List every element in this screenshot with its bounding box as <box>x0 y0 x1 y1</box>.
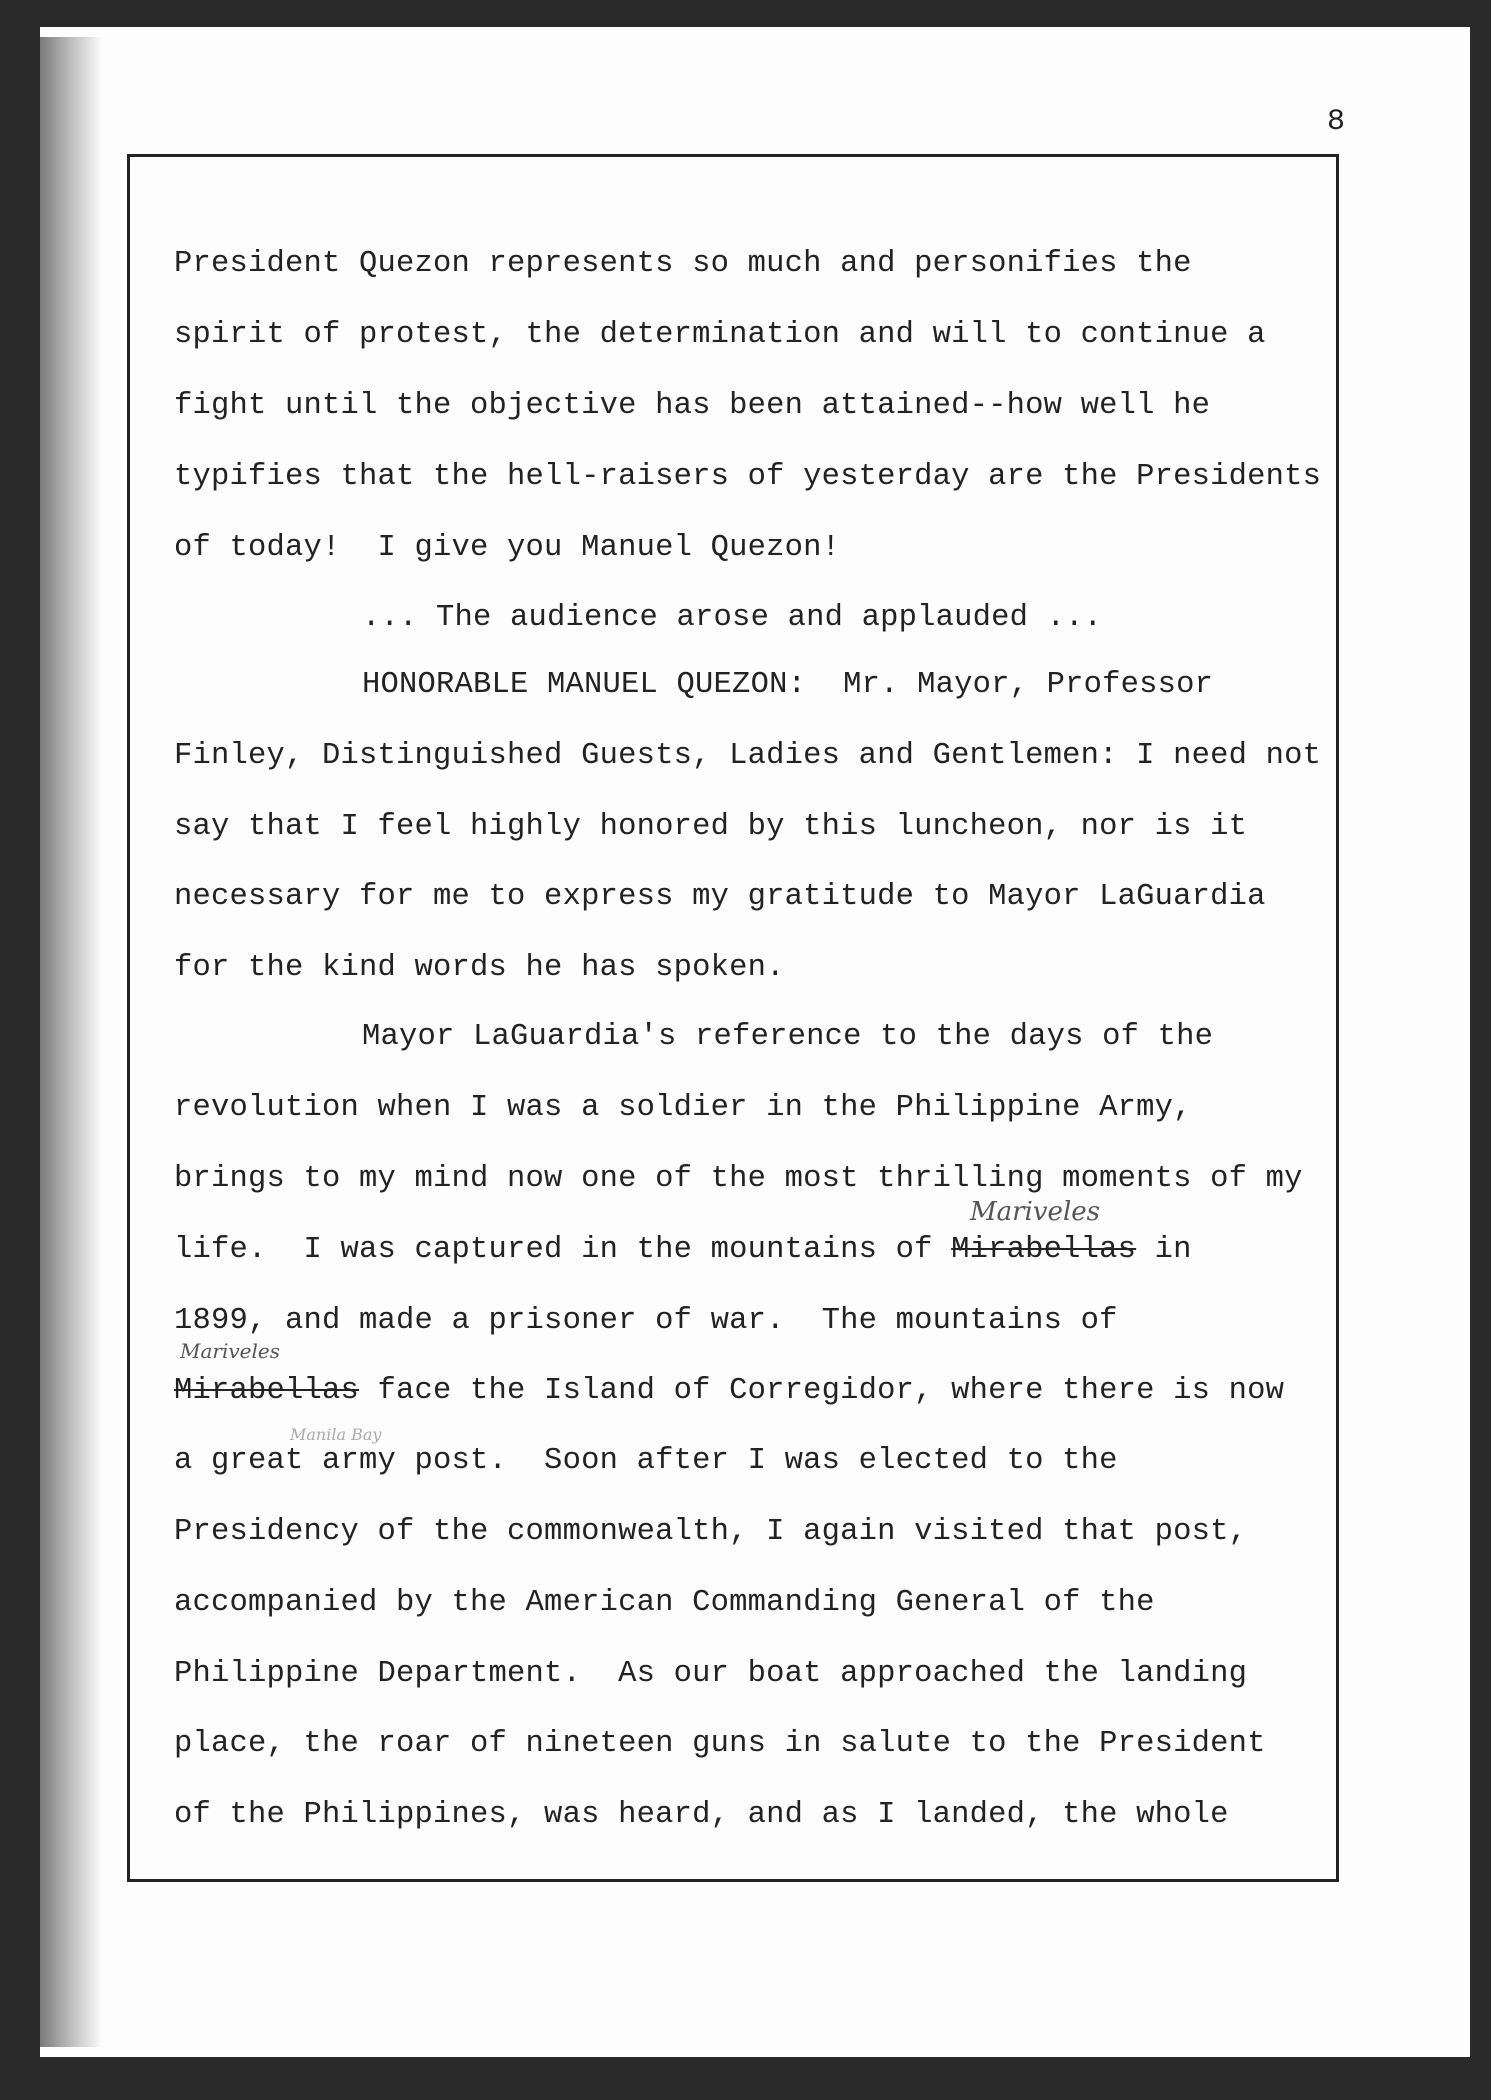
text-line: for the kind words he has spoken. <box>174 951 785 985</box>
text-line: revolution when I was a soldier in the Philippine Army, <box>174 1091 1192 1125</box>
scan-shadow <box>40 37 102 2047</box>
text-line: Philippine Department. As our boat approached the landing <box>174 1657 1248 1691</box>
text-line: place, the roar of nineteen guns in salute to the President <box>174 1727 1266 1761</box>
text-line: Finley, Distinguished Guests, Ladies and Gentlemen: I need not <box>174 739 1322 773</box>
handwritten-correction: Mariveles <box>180 1339 280 1363</box>
text-line: President Quezon represents so much and personifies the <box>174 247 1192 281</box>
text-line: of today! I give you Manuel Quezon! <box>174 531 841 565</box>
text-line: Presidency of the commonwealth, I again visited that post, <box>174 1515 1248 1549</box>
struck-word: Mirabellas <box>951 1233 1137 1267</box>
text-line <box>174 1233 1192 1267</box>
text-line: fight until the objective has been attained--how well he <box>174 389 1211 423</box>
text-line: 1899, and made a prisoner of war. The mountains of <box>174 1304 1118 1338</box>
text-line: accompanied by the American Commanding General of the <box>174 1586 1155 1620</box>
text: life. I was captured in the mountains of <box>174 1233 952 1267</box>
text-line: HONORABLE MANUEL QUEZON: Mr. Mayor, Professor <box>362 668 1214 702</box>
faint-handwritten-note: Manila Bay <box>290 1425 382 1444</box>
text: face the Island of Corregidor, where there is now <box>359 1374 1285 1408</box>
text-line: Mayor LaGuardia's reference to the days of the <box>362 1020 1214 1054</box>
handwritten-correction: Mariveles <box>970 1197 1100 1227</box>
text-line <box>174 1374 1284 1408</box>
text-line: spirit of protest, the determination and will to continue a <box>174 318 1266 352</box>
text-line: of the Philippines, was heard, and as I landed, the whole <box>174 1798 1229 1832</box>
text: in <box>1136 1233 1192 1267</box>
stage-direction: ... The audience arose and applauded ... <box>362 601 1103 635</box>
page-number: 8 <box>1327 105 1346 139</box>
text-line: typifies that the hell-raisers of yesterday are the Presidents <box>174 460 1322 494</box>
document-page <box>40 27 1470 2057</box>
text-line: a great army post. Soon after I was elected to the <box>174 1444 1118 1478</box>
text-line: say that I feel highly honored by this luncheon, nor is it <box>174 810 1248 844</box>
text-line: brings to my mind now one of the most thrilling moments of my <box>174 1162 1303 1196</box>
struck-word: Mirabellas <box>174 1374 360 1408</box>
text-line: necessary for me to express my gratitude to Mayor LaGuardia <box>174 880 1266 914</box>
